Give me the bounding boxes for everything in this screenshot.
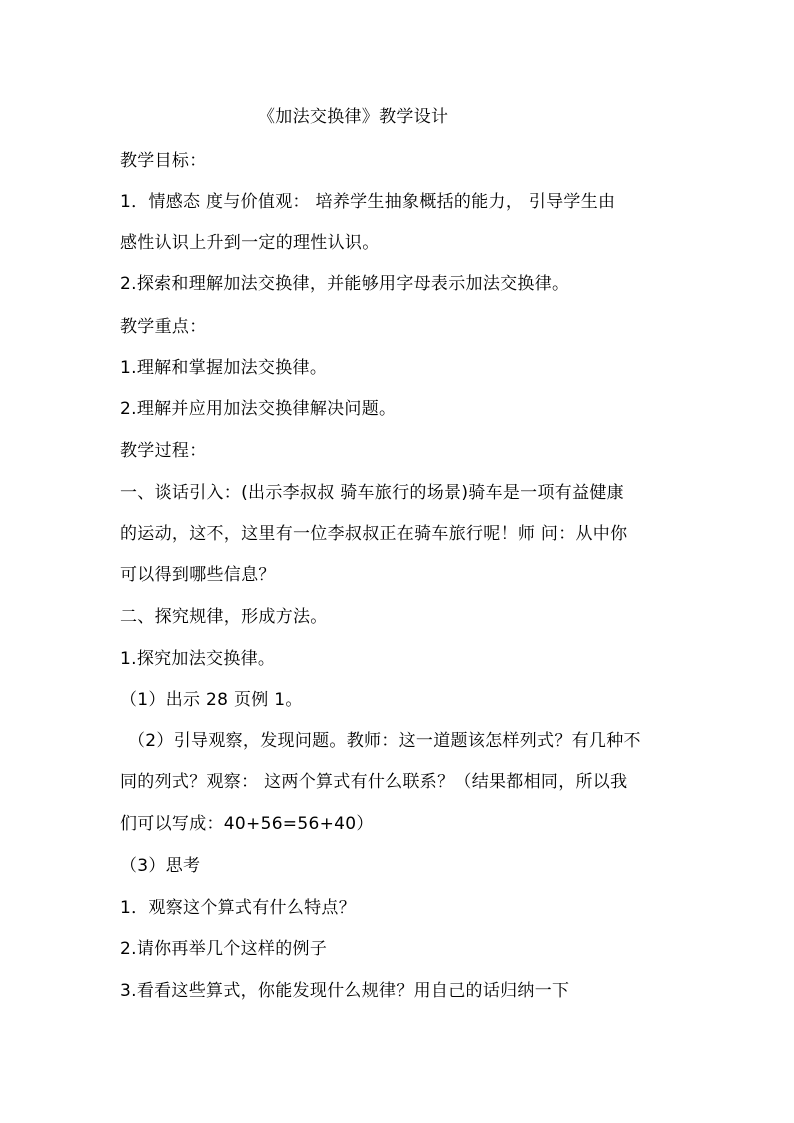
paragraph-line: 1.理解和掌握加法交换律。 xyxy=(120,358,328,378)
paragraph-line: 感性认识上升到一定的理性认识。 xyxy=(120,233,380,253)
paragraph-line: 3.看看这些算式，你能发现什么规律？用自己的话归纳一下 xyxy=(120,981,570,1001)
paragraph-line: 2.理解并应用加法交换律解决问题。 xyxy=(120,399,397,419)
paragraph-line: （2）引导观察，发现问题。教师：这一道题该怎样列式？有几种不 xyxy=(128,731,641,751)
paragraph-line: （3）思考 xyxy=(120,856,201,876)
paragraph-line: 二、探究规律，形成方法。 xyxy=(120,607,328,627)
paragraph-line: 2.探索和理解加法交换律，并能够用字母表示加法交换律。 xyxy=(120,274,570,294)
paragraph-line: 同的列式？观察： 这两个算式有什么联系？（结果都相同，所以我 xyxy=(120,772,628,792)
paragraph-line: （1）出示 28 页例 1。 xyxy=(120,690,303,710)
paragraph-line: 可以得到哪些信息？ xyxy=(120,565,276,585)
paragraph-line: 们可以写成：40+56=56+40） xyxy=(120,814,374,834)
section-heading-process: 教学过程： xyxy=(120,441,207,461)
paragraph-line: 1．情感态 度与价值观： 培养学生抽象概括的能力， 引导学生由 xyxy=(120,192,616,212)
paragraph-line: 1．观察这个算式有什么特点？ xyxy=(120,898,357,918)
document-title: 《加法交换律》教学设计 xyxy=(258,107,449,127)
paragraph-line: 1.探究加法交换律。 xyxy=(120,649,276,669)
paragraph-line: 2.请你再举几个这样的例子 xyxy=(120,939,328,959)
paragraph-line: 一、谈话引入：(出示李叔叔 骑车旅行的场景)骑车是一项有益健康 xyxy=(120,483,624,503)
paragraph-line: 的运动，这不，这里有一位李叔叔正在骑车旅行呢！师 问：从中你 xyxy=(120,524,628,544)
section-heading-objectives: 教学目标： xyxy=(120,151,207,171)
section-heading-key-points: 教学重点： xyxy=(120,317,207,337)
